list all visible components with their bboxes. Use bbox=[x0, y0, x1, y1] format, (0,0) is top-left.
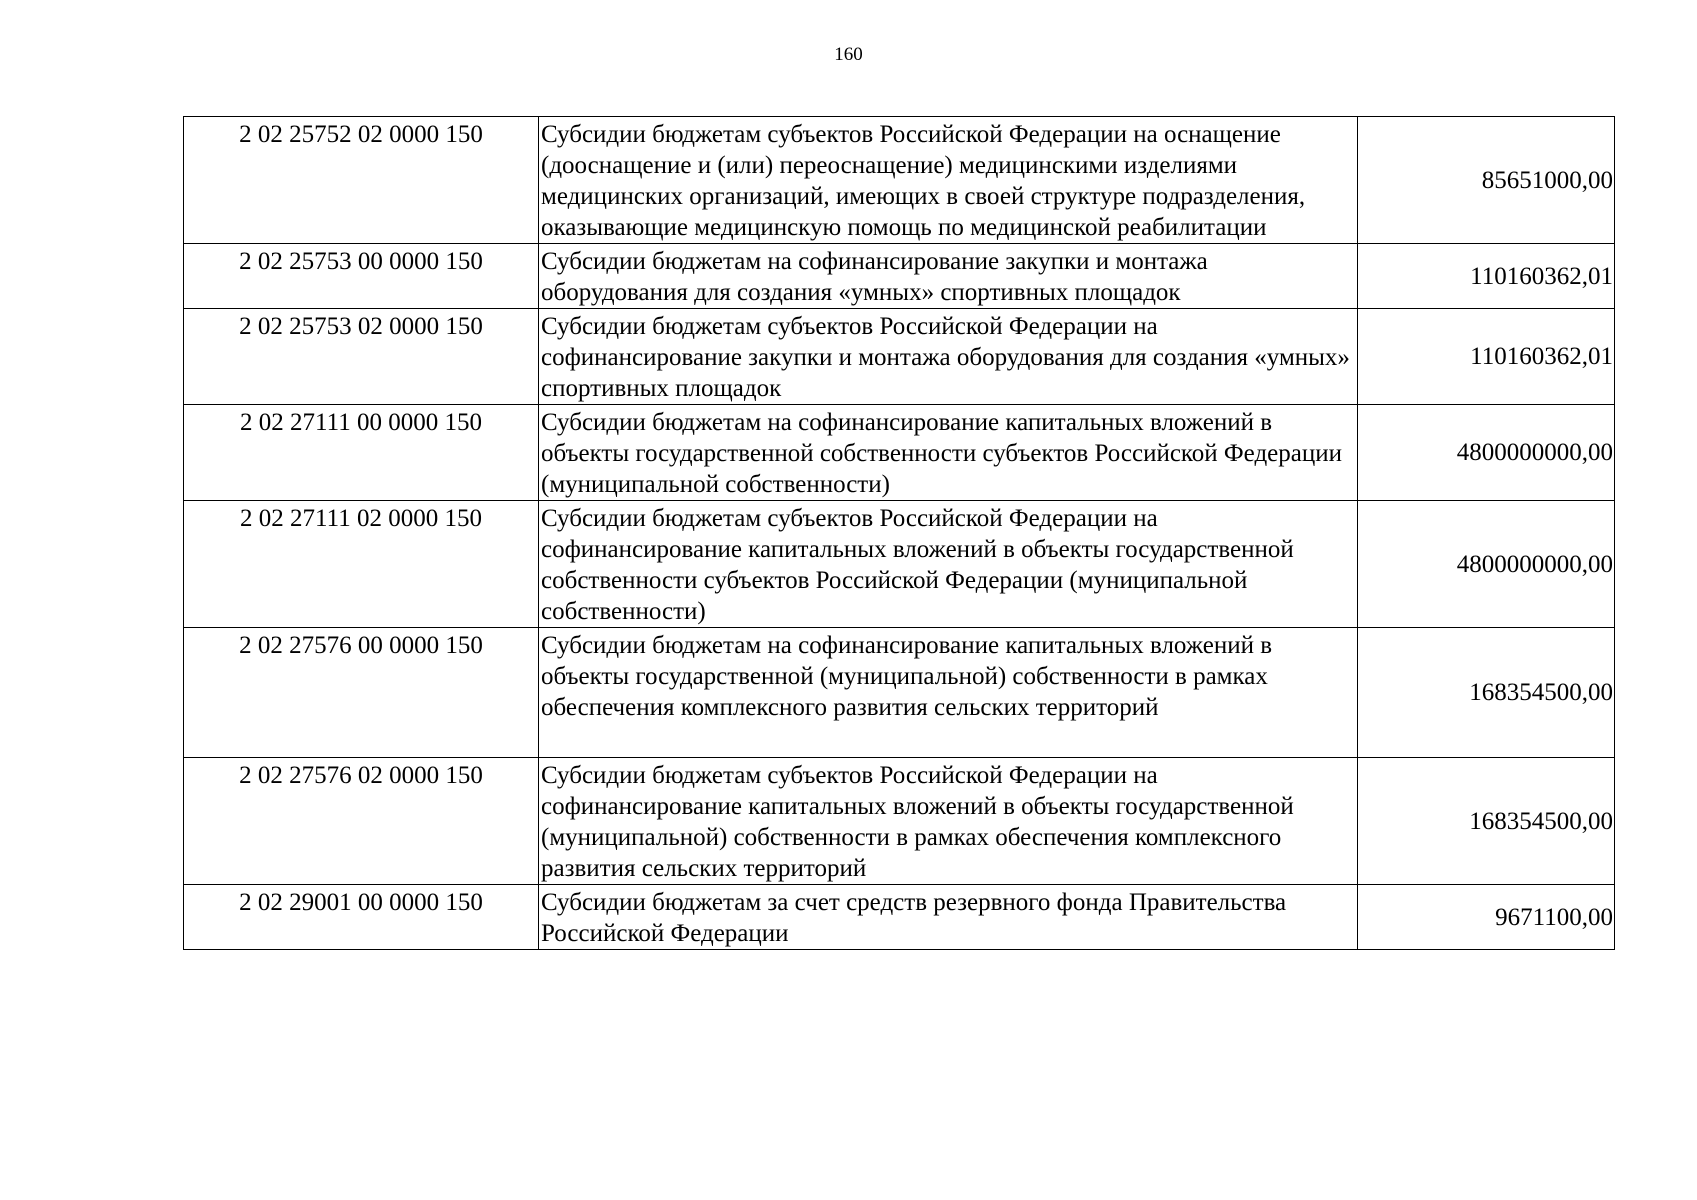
amount-cell: 85651000,00 bbox=[1358, 117, 1615, 244]
description-cell: Субсидии бюджетам субъектов Российской Федерации на оснащение (дооснащение и (или) переоснащение) медицинскими изделиями медицинских организаций, имеющих в своей структуре подразделения, оказывающие медицинскую помощь по медицинской реабилитации bbox=[539, 117, 1358, 244]
table-row bbox=[184, 501, 1615, 628]
description-cell: Субсидии бюджетам субъектов Российской Федерации на софинансирование капитальных вложений в объекты государственной собственности субъектов Российской Федерации (муниципальной собственности) bbox=[539, 501, 1358, 628]
table-row bbox=[184, 885, 1615, 950]
budget-code-cell: 2 02 27576 00 0000 150 bbox=[184, 628, 539, 758]
budget-code-cell: 2 02 25752 02 0000 150 bbox=[184, 117, 539, 244]
page-number: 160 bbox=[834, 44, 863, 65]
budget-code-cell: 2 02 25753 00 0000 150 bbox=[184, 244, 539, 309]
description-cell: Субсидии бюджетам на софинансирование закупки и монтажа оборудования для создания «умных» спортивных площадок bbox=[539, 244, 1358, 309]
amount-cell: 168354500,00 bbox=[1358, 758, 1615, 885]
budget-code-cell: 2 02 29001 00 0000 150 bbox=[184, 885, 539, 950]
budget-code-cell: 2 02 25753 02 0000 150 bbox=[184, 309, 539, 405]
table-row bbox=[184, 405, 1615, 501]
description-cell: Субсидии бюджетам за счет средств резервного фонда Правительства Российской Федерации bbox=[539, 885, 1358, 950]
amount-cell: 4800000000,00 bbox=[1358, 501, 1615, 628]
table-row bbox=[184, 309, 1615, 405]
table-row bbox=[184, 117, 1615, 244]
description-cell: Субсидии бюджетам субъектов Российской Федерации на софинансирование закупки и монтажа оборудования для создания «умных» спортивных площадок bbox=[539, 309, 1358, 405]
table-row bbox=[184, 244, 1615, 309]
budget-code-cell: 2 02 27111 00 0000 150 bbox=[184, 405, 539, 501]
amount-cell: 110160362,01 bbox=[1358, 309, 1615, 405]
amount-cell: 110160362,01 bbox=[1358, 244, 1615, 309]
amount-cell: 4800000000,00 bbox=[1358, 405, 1615, 501]
table-row bbox=[184, 758, 1615, 885]
budget-revenue-table bbox=[183, 116, 1615, 950]
table-row bbox=[184, 628, 1615, 758]
description-cell: Субсидии бюджетам на софинансирование капитальных вложений в объекты государственной (муниципальной) собственности в рамках обеспечения комплексного развития сельских территорий bbox=[539, 628, 1358, 758]
budget-code-cell: 2 02 27576 02 0000 150 bbox=[184, 758, 539, 885]
description-cell: Субсидии бюджетам на софинансирование капитальных вложений в объекты государственной собственности субъектов Российской Федерации (муниципальной собственности) bbox=[539, 405, 1358, 501]
amount-cell: 168354500,00 bbox=[1358, 628, 1615, 758]
description-cell: Субсидии бюджетам субъектов Российской Федерации на софинансирование капитальных вложений в объекты государственной (муниципальной) собственности в рамках обеспечения комплексного развития сельских территорий bbox=[539, 758, 1358, 885]
amount-cell: 9671100,00 bbox=[1358, 885, 1615, 950]
budget-code-cell: 2 02 27111 02 0000 150 bbox=[184, 501, 539, 628]
